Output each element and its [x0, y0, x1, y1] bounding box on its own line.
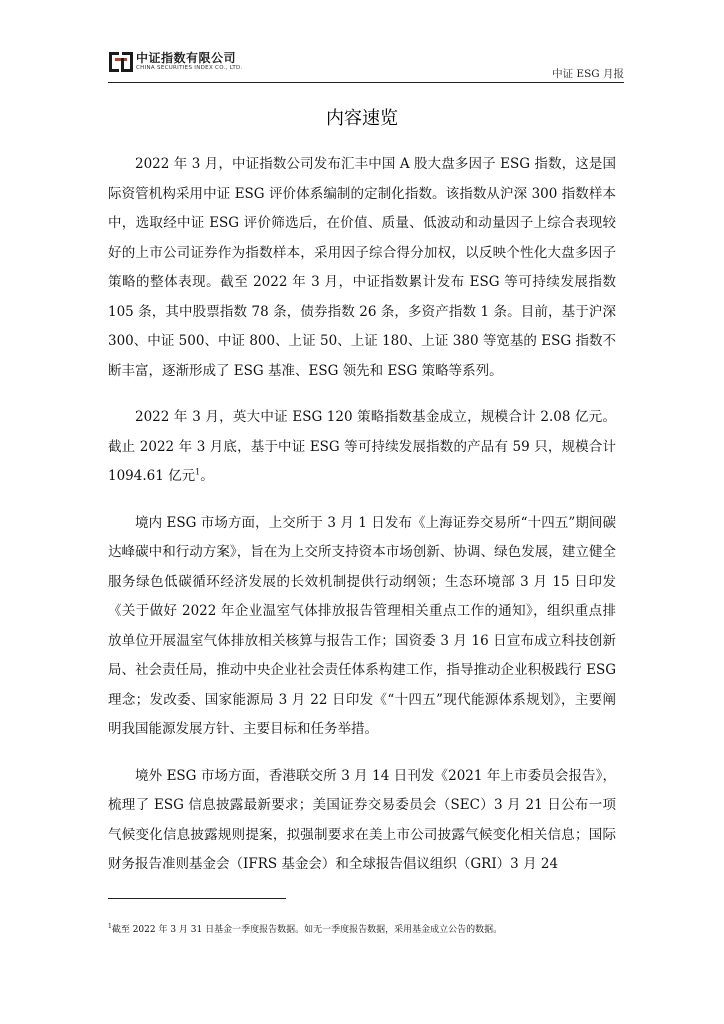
paragraph-text: 2022 年 3 月，中证指数公司发布汇丰中国 A 股大盘多因子 ESG 指数，这是国际资管机构采用中证 ESG 评价体系编制的定制化指数。该指数从沪深 300 指数样本中，选取经中证 ESG 评价筛选后，在价值、质量、低波动和动量因子上综合表现较好的上市公司证券作为指数样本，采用因子综合得分加权，以反映个性化大盘多因子策略的整体表现。截至 2022 年 3 月，中证指数累计发布 ESG 等可持续发展指数 105 条，其中股票指数 78 条，债券指数 26 条，多资产指数 1 条。目前，基于沪深 300、中证 500、中证 800、上证 50、上证 180、上证 380 等宽基的 ESG 指数不断丰富，逐渐形成了 ESG 基准、ESG 领先和 ESG 策略等系列。 — [108, 156, 616, 379]
footnote-reference[interactable]: 1 — [195, 467, 201, 477]
paragraph-esg-index-release — [108, 150, 616, 386]
company-logo — [108, 44, 258, 78]
footnote-text: 截至 2022 年 3 月 31 日基金一季度报告数据。如无一季度报告数据，采用基金成立公告的数据。 — [111, 925, 503, 935]
report-name: 中证 ESG 月报 — [552, 68, 624, 80]
csi-logo-icon — [108, 50, 134, 74]
paragraph-text: 2022 年 3 月，英大中证 ESG 120 策略指数基金成立，规模合计 2.08 亿元。截止 2022 年 3 月底，基于中证 ESG 等可持续发展指数的产品有 59 只，规模合计 1094.61 亿元 — [108, 409, 616, 484]
footnote-marker: 1 — [108, 923, 112, 930]
body-content — [108, 150, 616, 897]
header-divider — [108, 82, 624, 83]
page-title: 内容速览 — [326, 108, 398, 129]
paragraph-tail: 。 — [200, 468, 214, 484]
logo-chinese-name: 中证指数有限公司 — [136, 51, 237, 65]
paragraph-esg-fund — [108, 403, 616, 492]
paragraph-domestic-market — [108, 509, 616, 745]
footnote-divider — [108, 898, 286, 899]
paragraph-overseas-market — [108, 762, 616, 880]
logo-english-name: CHINA SECURITIES INDEX CO., LTD. — [136, 65, 243, 71]
paragraph-text: 境内 ESG 市场方面，上交所于 3 月 1 日发布《上海证券交易所“十四五”期间碳达峰碳中和行动方案》，旨在为上交所支持资本市场创新、协调、绿色发展，建立健全服务绿色低碳循环经济发展的长效机制提供行动纲领；生态环境部 3 月 15 日印发《关于做好 2022 年企业温室气体排放报告管理相关重点工作的通知》，组织重点排放单位开展温室气体排放相关核算与报告工作；国资委 3 月 16 日宣布成立科技创新局、社会责任局，推动中央企业社会责任体系构建工作，指导推动企业积极践行 ESG 理念；发改委、国家能源局 3 月 22 日印发《“十四五”现代能源体系规划》，主要阐明我国能源发展方针、主要目标和任务举措。 — [108, 514, 616, 737]
paragraph-text: 境外 ESG 市场方面，香港联交所 3 月 14 日刊发《2021 年上市委员会报告》，梳理了 ESG 信息披露最新要求；美国证券交易委员会（SEC）3 月 21 日公布一项气候变化信息披露规则提案，拟强制要求在美上市公司披露气候变化相关信息；国际财务报告准则基金会（IFRS 基金会）和全球报告倡议组织（GRI）3 月 24 — [108, 767, 616, 872]
footnote — [108, 922, 624, 935]
page-header — [108, 44, 624, 82]
